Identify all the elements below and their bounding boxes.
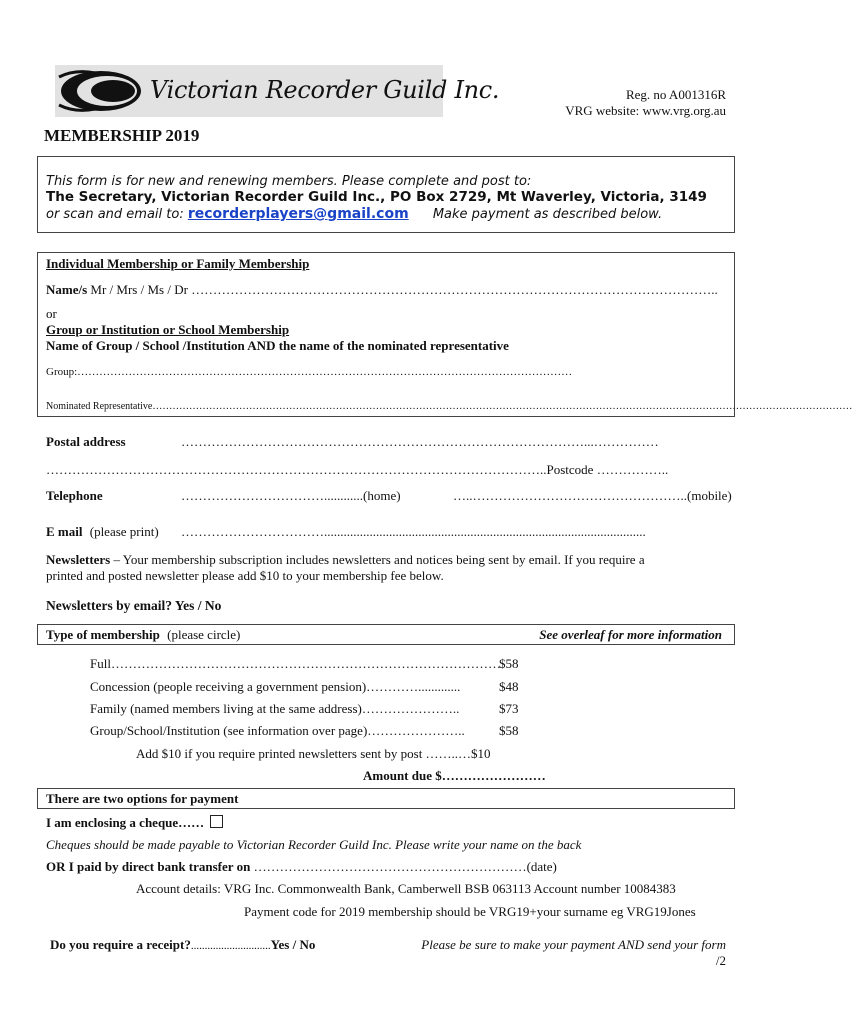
membership-type-heading (46, 627, 240, 643)
phone-home-field[interactable]: ……………………………............(home) (181, 488, 401, 503)
postal-line-2[interactable]: ……………………………………………………………………………………………………..Postcode …………….. (46, 462, 669, 477)
page-title: MEMBERSHIP 2019 (44, 126, 200, 145)
membership-fee-group: $58 (499, 723, 519, 738)
account-details: Account details: VRG Inc. Commonwealth Bank, Camberwell BSB 063113 Account number 10084383 (136, 881, 676, 896)
newsletters-text: – Your membership subscription includes newsletters and notices being sent by email. If you require a (110, 552, 645, 567)
reg-number: Reg. no A001316R (625, 87, 726, 102)
printed-newsletter-extra[interactable]: Add $10 if you require printed newsletters sent by post ……..…$10 (136, 746, 491, 761)
receipt-options[interactable]: Yes / No (270, 937, 316, 952)
group-label: Group: (46, 366, 78, 378)
postal-label: Postal address (46, 434, 126, 449)
names-label: Name/s (46, 282, 88, 297)
website: VRG website: www.vrg.org.au (565, 103, 726, 118)
bank-transfer-date-field[interactable]: ………………………………………………………(date) (253, 859, 557, 874)
intro-address: The Secretary, Victorian Recorder Guild Inc., PO Box 2729, Mt Waverley, Victoria, 3149 (46, 189, 707, 205)
membership-option-family[interactable]: Family (named members living at the same address)………………….. (90, 701, 460, 716)
newsletters-by-email[interactable]: Newsletters by email? Yes / No (46, 598, 222, 613)
cheque-checkbox[interactable] (210, 815, 223, 828)
individual-heading: Individual Membership or Family Membership (46, 256, 310, 271)
cheque-label: I am enclosing a cheque…… (46, 815, 205, 830)
membership-fee-full: $58 (499, 656, 519, 671)
payment-heading: There are two options for payment (46, 791, 239, 806)
bank-transfer-label: OR I paid by direct bank transfer on (46, 859, 251, 874)
amount-due[interactable]: Amount due $…………………… (363, 768, 546, 783)
reminder-note: Please be sure to make your payment AND send your form (421, 937, 726, 952)
phone-mobile-field[interactable]: …..…………………………………………..(mobile) (453, 488, 732, 503)
bank-transfer-row (46, 859, 557, 875)
or-text: or (46, 306, 57, 321)
page-number: /2 (715, 953, 726, 968)
membership-option-concession[interactable]: Concession (people receiving a government pension)…………............. (90, 679, 461, 694)
receipt-dots: ............................. (190, 940, 271, 952)
recorder-logo-icon (55, 65, 151, 117)
org-name: Victorian Recorder Guild Inc. (150, 76, 500, 104)
intro-line-3 (46, 206, 662, 222)
intro-payment-note: Make payment as described below. (432, 207, 663, 222)
membership-fee-concession: $48 (499, 679, 519, 694)
telephone-label: Telephone (46, 488, 103, 503)
membership-option-full[interactable]: Full……………………………………………………………………………… (90, 656, 501, 671)
group-heading: Group or Institution or School Membership (46, 322, 290, 337)
email-field[interactable]: ……………………………................................................................................................... (181, 524, 646, 539)
membership-type-label: Type of membership (46, 627, 160, 642)
group-field[interactable]: ……………………………………………………………………………………………………………………… (77, 366, 573, 378)
membership-fee-family: $73 (499, 701, 519, 716)
postal-field[interactable]: …………………………………………………………………………………...…………… (181, 434, 659, 449)
rep-label: Nominated Representative (46, 401, 153, 412)
group-row (46, 366, 572, 378)
cheque-note: Cheques should be made payable to Victorian Recorder Guild Inc. Please write your name on the back (46, 837, 582, 852)
names-field[interactable]: ………………………………………………………………………………………………………….. (191, 282, 718, 297)
receipt-label: Do you require a receipt? (50, 937, 191, 952)
membership-option-group[interactable]: Group/School/Institution (see information over page)………………….. (90, 723, 465, 738)
membership-type-hint: (please circle) (167, 627, 241, 642)
overleaf-note: See overleaf for more information (539, 627, 722, 642)
receipt-row (50, 937, 315, 953)
intro-line-1: This form is for new and renewing members. Please complete and post to: (46, 174, 532, 189)
email-link[interactable]: recorderplayers@gmail.com (187, 206, 409, 222)
intro-email-prefix: or scan and email to: (46, 207, 184, 222)
cheque-row (46, 815, 223, 831)
group-subheading: Name of Group / School /Institution AND the name of the nominated representative (46, 338, 509, 353)
rep-row (46, 401, 852, 412)
names-options: Mr / Mrs / Ms / Dr (90, 282, 188, 297)
registration-info (565, 87, 726, 119)
email-label: E mail (46, 524, 83, 539)
email-row (46, 524, 159, 540)
names-row (46, 282, 718, 298)
email-hint: (please print) (89, 524, 159, 539)
payment-code: Payment code for 2019 membership should be VRG19+your surname eg VRG19Jones (244, 904, 696, 919)
newsletters-label: Newsletters (46, 552, 111, 567)
newsletters-text-2: printed and posted newsletter please add $10 to your membership fee below. (46, 568, 444, 583)
rep-field[interactable]: ………………………………………………………………………………………………………………………………………………………………………………………… (152, 401, 852, 412)
newsletters-text-1 (46, 552, 645, 568)
